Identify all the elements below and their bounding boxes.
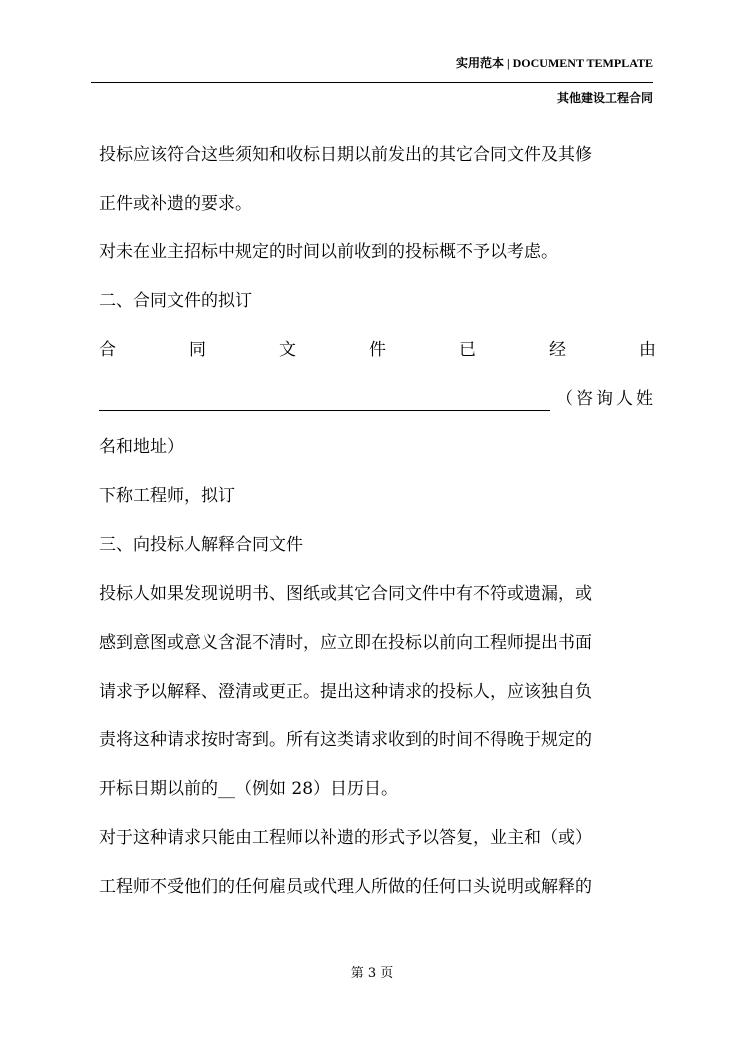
paragraph-5-line-3: 请求予以解释、澄清或更正。提出这种请求的投标人，应该独自负 — [99, 682, 592, 702]
paragraph-3-line-2 — [99, 387, 656, 411]
spread-char: 同 — [189, 340, 206, 360]
page-number: 第 3 页 — [350, 966, 394, 981]
spread-char: 合 — [99, 340, 116, 360]
fill-in-blank — [99, 392, 550, 411]
blank-suffix: （咨询人姓 — [556, 389, 656, 409]
paragraph-5-line-2: 感到意图或意义含混不清时，应立即在投标以前向工程师提出书面 — [99, 633, 592, 653]
paragraph-1-line-2: 正件或补遗的要求。 — [99, 194, 252, 214]
paragraph-2: 对未在业主招标中规定的时间以前收到的投标概不予以考虑。 — [99, 242, 558, 262]
paragraph-3-line-3: 名和地址） — [99, 437, 184, 457]
paragraph-1-line-1: 投标应该符合这些须知和收标日期以前发出的其它合同文件及其修 — [99, 145, 592, 165]
spread-char: 已 — [459, 340, 476, 360]
section-heading-2: 二、合同文件的拟订 — [99, 291, 252, 311]
paragraph-5-line-5: 开标日期以前的__（例如 28）日历日。 — [99, 779, 399, 799]
paragraph-5-line-4: 责将这种请求按时寄到。所有这类请求收到的时间不得晚于规定的 — [99, 730, 592, 750]
paragraph-6-line-2: 工程师不受他们的任何雇员或代理人所做的任何口头说明或解释的 — [99, 877, 592, 897]
paragraph-4: 下称工程师，拟订 — [99, 486, 235, 506]
spread-char: 文 — [279, 340, 296, 360]
paragraph-3-line-1 — [99, 338, 656, 362]
spread-char: 由 — [639, 340, 656, 360]
header-rule — [91, 82, 653, 83]
paragraph-6-line-1: 对于这种请求只能由工程师以补遗的形式予以答复，业主和（或） — [99, 828, 592, 848]
header-brand: 实用范本 | DOCUMENT TEMPLATE — [456, 56, 653, 70]
header-subtitle: 其他建设工程合同 — [556, 91, 653, 105]
spread-char: 件 — [369, 340, 386, 360]
section-heading-3: 三、向投标人解释合同文件 — [99, 535, 303, 555]
spread-char: 经 — [549, 340, 566, 360]
paragraph-5-line-1: 投标人如果发现说明书、图纸或其它合同文件中有不符或遗漏，或 — [99, 584, 592, 604]
